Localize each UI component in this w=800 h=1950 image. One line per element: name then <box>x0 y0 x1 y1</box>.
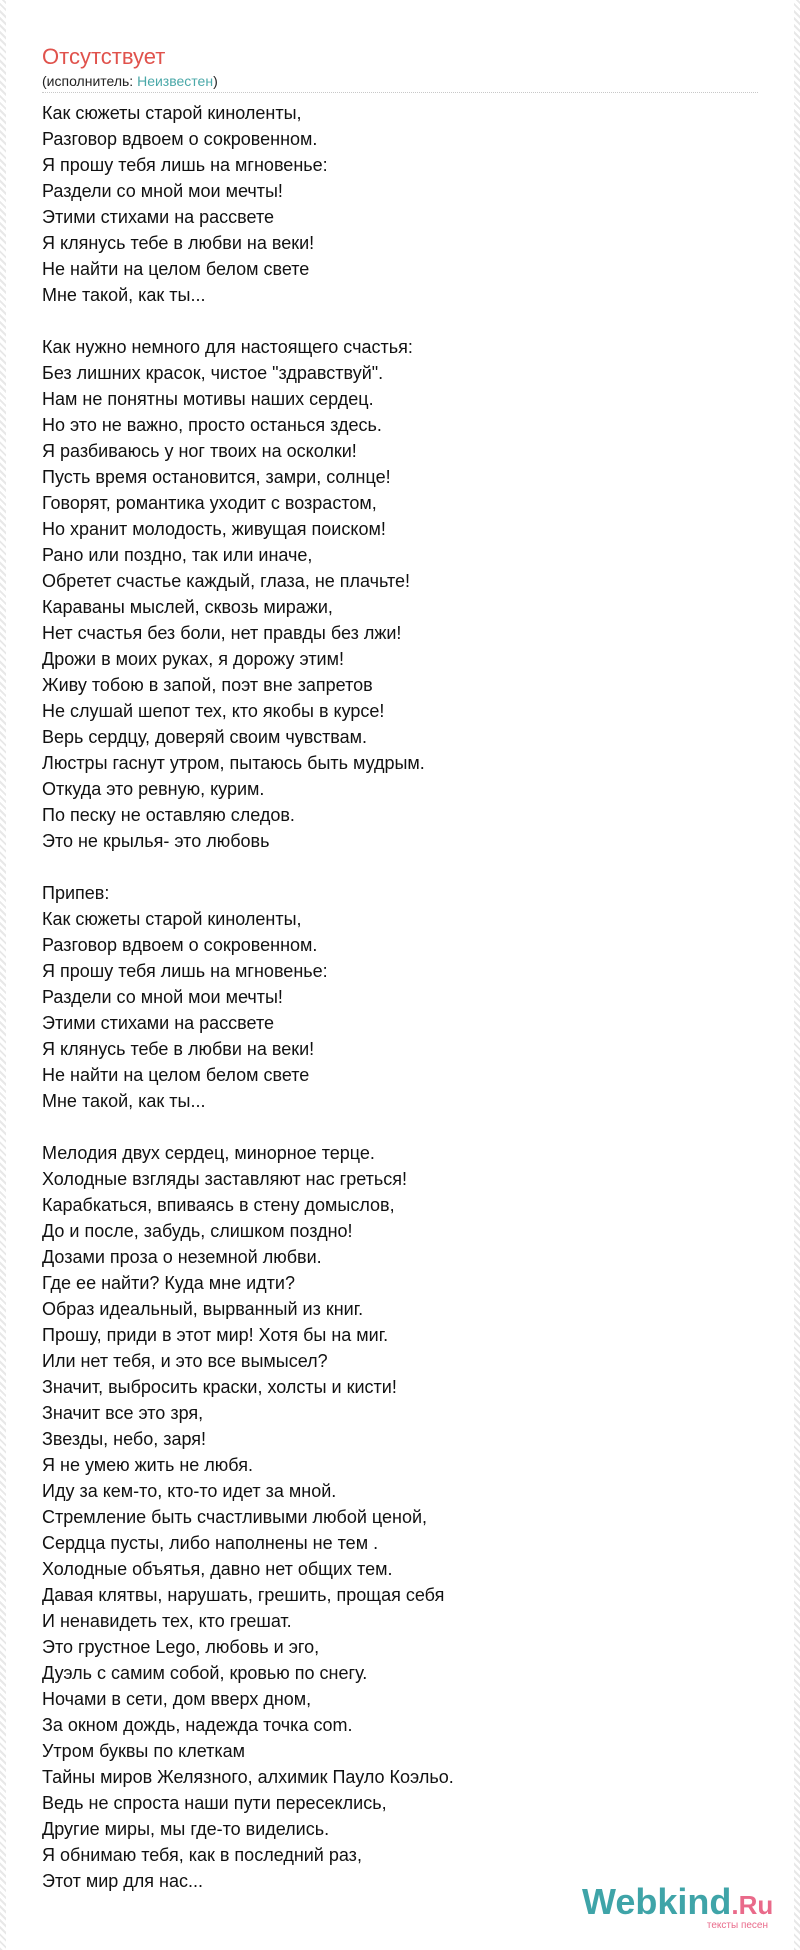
lyric-line: Не найти на целом белом свете <box>42 259 310 279</box>
lyric-line: Звезды, небо, заря! <box>42 1429 207 1449</box>
lyric-line: Я прошу тебя лишь на мгновенье: <box>42 155 328 175</box>
lyric-line: Ведь не спроста наши пути пересеклись, <box>42 1793 387 1813</box>
meta-suffix: ) <box>213 73 218 89</box>
lyric-line: Я прошу тебя лишь на мгновенье: <box>42 961 328 981</box>
lyric-line: Мне такой, как ты... <box>42 285 206 305</box>
lyric-line: Этими стихами на рассвете <box>42 1013 275 1033</box>
lyric-blank-line <box>42 1114 762 1140</box>
lyric-line: Но хранит молодость, живущая поиском! <box>42 519 386 539</box>
lyric-line: Разговор вдвоем о сокровенном. <box>42 935 318 955</box>
logo-tagline: тексты песен <box>706 1920 768 1931</box>
lyric-line: Это грустное Lego, любовь и эго, <box>42 1637 320 1657</box>
decorative-border-right <box>794 0 800 1950</box>
lyric-line: Живу тобою в запой, поэт вне запретов <box>42 675 373 695</box>
lyric-line: Сердца пусты, либо наполнены не тем . <box>42 1533 379 1553</box>
lyric-line: До и после, забудь, слишком поздно! <box>42 1221 353 1241</box>
lyric-line: Разговор вдвоем о сокровенном. <box>42 129 318 149</box>
lyric-line: Этот мир для нас... <box>42 1871 203 1891</box>
lyric-line: Откуда это ревную, курим. <box>42 779 265 799</box>
lyric-line: Тайны миров Желязного, алхимик Пауло Коэльо. <box>42 1767 454 1787</box>
lyric-line: Пусть время остановится, замри, солнце! <box>42 467 391 487</box>
lyric-line: За окном дождь, надежда точка com. <box>42 1715 353 1735</box>
decorative-border-left <box>0 0 6 1950</box>
header-divider <box>42 92 758 93</box>
artist-link[interactable]: Неизвестен <box>137 73 214 89</box>
lyric-line: Как сюжеты старой киноленты, <box>42 909 302 929</box>
lyric-line: Обретет счастье каждый, глаза, не плачьте! <box>42 571 411 591</box>
lyric-blank-line <box>42 854 762 880</box>
lyric-blank-line <box>42 308 762 334</box>
lyric-line: Без лишних красок, чистое "здравствуй". <box>42 363 384 383</box>
lyric-line: Дозами проза о неземной любви. <box>42 1247 322 1267</box>
lyric-line: Не найти на целом белом свете <box>42 1065 310 1085</box>
lyric-line: Мне такой, как ты... <box>42 1091 206 1111</box>
song-title: Отсутствует <box>42 44 166 69</box>
lyric-line: Иду за кем-то, кто-то идет за мной. <box>42 1481 337 1501</box>
lyric-line: Но это не важно, просто останься здесь. <box>42 415 382 435</box>
site-logo[interactable] <box>582 1882 772 1932</box>
lyric-line: Этими стихами на рассвете <box>42 207 275 227</box>
lyric-line: Дрожи в моих руках, я дорожу этим! <box>42 649 344 669</box>
lyric-line: Как нужно немного для настоящего счастья: <box>42 337 413 357</box>
lyric-line: Как сюжеты старой киноленты, <box>42 103 302 123</box>
lyric-line: Холодные взгляды заставляют нас греться! <box>42 1169 407 1189</box>
lyric-line: Раздели со мной мои мечты! <box>42 181 283 201</box>
lyric-line: Я клянусь тебе в любви на веки! <box>42 1039 315 1059</box>
lyric-line: Образ идеальный, вырванный из книг. <box>42 1299 364 1319</box>
lyric-line: Карабкаться, впиваясь в стену домыслов, <box>42 1195 395 1215</box>
lyric-line: По песку не оставляю следов. <box>42 805 295 825</box>
lyric-line: Мелодия двух сердец, минорное терце. <box>42 1143 375 1163</box>
lyric-line: Где ее найти? Куда мне идти? <box>42 1273 295 1293</box>
meta-prefix: (исполнитель: <box>42 73 138 89</box>
lyric-line: Я обнимаю тебя, как в последний раз, <box>42 1845 362 1865</box>
lyric-line: Другие миры, мы где-то виделись. <box>42 1819 330 1839</box>
logo-wordmark <box>582 1882 773 1925</box>
lyric-line: Холодные объятья, давно нет общих тем. <box>42 1559 393 1579</box>
lyric-line: Ночами в сети, дом вверх дном, <box>42 1689 312 1709</box>
lyric-line: Люстры гаснут утром, пытаюсь быть мудрым. <box>42 753 425 773</box>
lyric-line: Раздели со мной мои мечты! <box>42 987 283 1007</box>
lyric-line: Припев: <box>42 883 110 903</box>
lyric-line: Нет счастья без боли, нет правды без лжи! <box>42 623 402 643</box>
lyric-line: Это не крылья- это любовь <box>42 831 270 851</box>
lyric-line: Или нет тебя, и это все вымысел? <box>42 1351 328 1371</box>
lyric-line: Я клянусь тебе в любви на веки! <box>42 233 315 253</box>
lyric-line: Верь сердцу, доверяй своим чувствам. <box>42 727 368 747</box>
lyric-line: Дуэль с самим собой, кровью по снегу. <box>42 1663 368 1683</box>
lyric-line: Давая клятвы, нарушать, грешить, прощая себя <box>42 1585 445 1605</box>
lyric-line: Караваны мыслей, сквозь миражи, <box>42 597 333 617</box>
lyric-line: Я не умею жить не любя. <box>42 1455 253 1475</box>
lyric-line: Рано или поздно, так или иначе, <box>42 545 313 565</box>
lyric-line: Значит, выбросить краски, холсты и кисти! <box>42 1377 397 1397</box>
lyric-line: Не слушай шепот тех, кто якобы в курсе! <box>42 701 385 721</box>
logo-word: Webkind <box>582 1881 732 1922</box>
logo-suffix: .Ru <box>731 1890 774 1920</box>
song-meta <box>42 72 218 90</box>
lyric-line: Стремление быть счастливыми любой ценой, <box>42 1507 428 1527</box>
lyric-line: Я разбиваюсь у ног твоих на осколки! <box>42 441 357 461</box>
lyric-line: Говорят, романтика уходит с возрастом, <box>42 493 377 513</box>
lyric-line: Утром буквы по клеткам <box>42 1741 246 1761</box>
lyric-line: Прошу, приди в этот мир! Хотя бы на миг. <box>42 1325 389 1345</box>
lyric-line: Нам не понятны мотивы наших сердец. <box>42 389 374 409</box>
lyrics-block <box>42 100 762 1894</box>
lyric-line: Значит все это зря, <box>42 1403 204 1423</box>
lyric-line: И ненавидеть тех, кто грешат. <box>42 1611 292 1631</box>
